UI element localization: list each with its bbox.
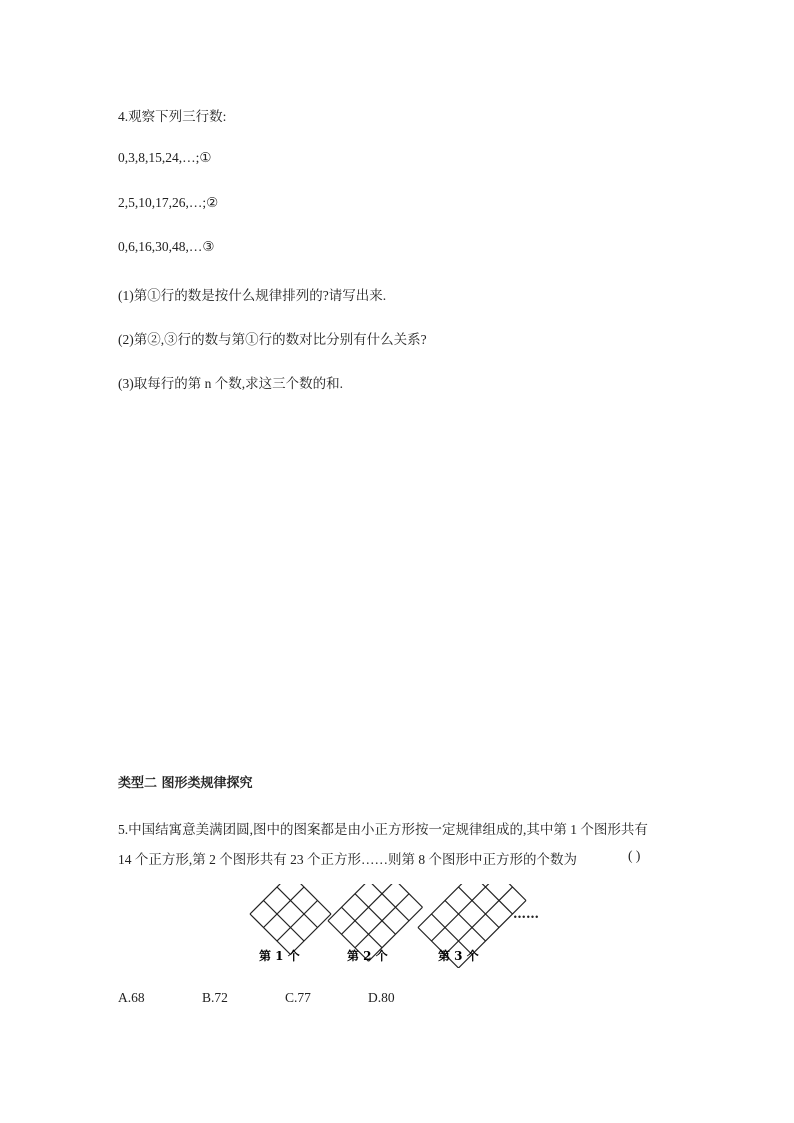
grid-line [369, 884, 410, 921]
q5-stem-line-1: 5.中国结寓意美满团圆,图中的图案都是由小正方形按一定规律组成的,其中第 1 个图形共有 [118, 822, 648, 837]
pattern-figure [246, 884, 546, 968]
grid-line [432, 884, 500, 941]
caption-1: 第 1 个 [259, 949, 300, 963]
q4-part-3: (3)取每行的第 n 个数,求这三个数的和. [118, 376, 343, 391]
grid-line [445, 887, 513, 955]
q4-intro: 4.观察下列三行数: [118, 109, 227, 124]
section-title: 类型二 图形类规律探究 [118, 776, 253, 791]
q4-row-1: 0,3,8,15,24,…;① [118, 150, 212, 165]
choice-b[interactable]: B.72 [202, 990, 228, 1005]
pattern-1 [250, 884, 331, 955]
q5-stem-line-2: 14 个正方形,第 2 个图形共有 23 个正方形……则第 8 个图形中正方形的个数为 [118, 852, 577, 867]
grid-line [472, 884, 513, 914]
q4-part-2: (2)第②,③行的数与第①行的数对比分别有什么关系? [118, 332, 427, 347]
grid-line [250, 884, 291, 914]
q4-row-3: 0,6,16,30,48,…③ [118, 239, 215, 254]
q4-part-1: (1)第①行的数是按什么规律排列的?请写出来. [118, 288, 387, 303]
q4-row-2: 2,5,10,17,26,…;② [118, 195, 219, 210]
figure-ellipsis: …… [513, 907, 539, 922]
choice-d[interactable]: D.80 [368, 990, 395, 1005]
caption-3: 第 3 个 [438, 949, 479, 963]
choice-a[interactable]: A.68 [118, 990, 145, 1005]
answer-blank: ( ) [628, 848, 641, 863]
caption-2: 第 2 个 [347, 949, 388, 963]
choice-c[interactable]: C.77 [285, 990, 311, 1005]
grid-line [291, 884, 332, 914]
